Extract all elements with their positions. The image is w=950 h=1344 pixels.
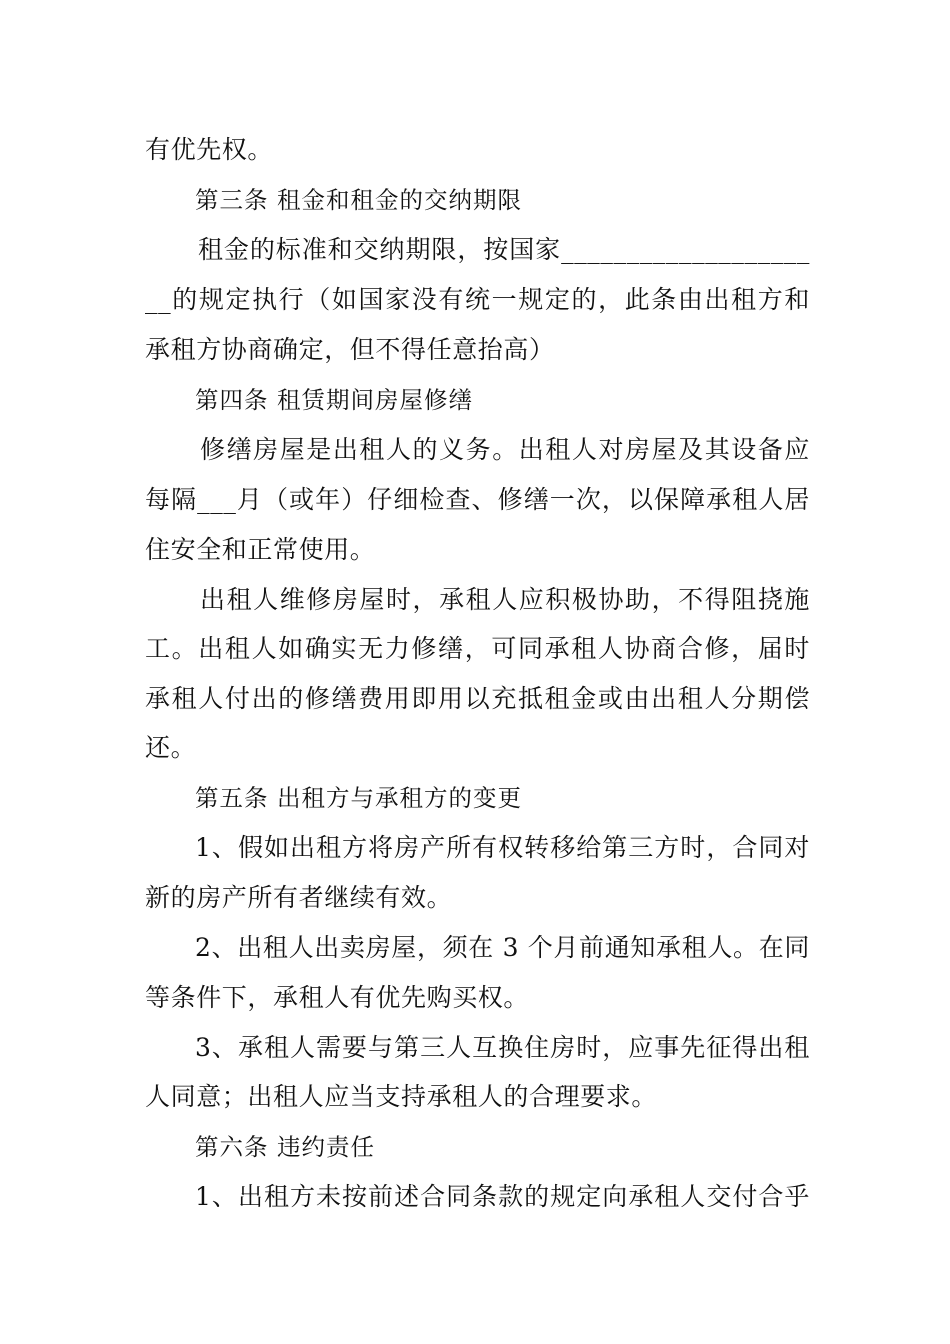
article-heading: 第六条 违约责任 [195, 1133, 375, 1161]
body-text-line: 1、假如出租方将房产所有权转移给第三方时，合同对 [195, 833, 810, 862]
body-text-line: 还。 [145, 733, 197, 762]
body-text-line: __的规定执行（如国家没有统一规定的，此条由出租方和 [145, 285, 810, 314]
body-text-line: 住安全和正常使用。 [145, 535, 376, 564]
body-text-line: 1、出租方未按前述合同条款的规定向承租人交付合乎 [195, 1182, 810, 1211]
body-text-line: 出租人维修房屋时，承租人应积极协助，不得阻挠施 [200, 585, 810, 614]
body-text-line: 租金的标准和交纳期限，按国家___________________ [198, 235, 810, 264]
body-text-line: 人同意；出租人应当支持承租人的合理要求。 [145, 1082, 658, 1111]
body-text-line: 2、出租人出卖房屋，须在 3 个月前通知承租人。在同 [195, 933, 810, 962]
body-text-line: 等条件下，承租人有优先购买权。 [145, 983, 530, 1012]
body-text-line: 新的房产所有者继续有效。 [145, 883, 453, 912]
body-text-line: 修缮房屋是出租人的义务。出租人对房屋及其设备应 [200, 435, 810, 464]
article-heading: 第四条 租赁期间房屋修缮 [195, 386, 473, 414]
body-text-line: 工。出租人如确实无力修缮，可同承租人协商合修，届时 [145, 634, 810, 663]
article-heading: 第五条 出租方与承租方的变更 [195, 784, 522, 812]
body-text-line: 3、承租人需要与第三人互换住房时，应事先征得出租 [195, 1033, 810, 1062]
body-text-line: 承租人付出的修缮费用即用以充抵租金或由出租人分期偿 [145, 684, 810, 713]
body-text-line: 有优先权。 [145, 135, 274, 164]
body-text-line: 每隔___月（或年）仔细检查、修缮一次，以保障承租人居 [145, 485, 810, 514]
article-heading: 第三条 租金和租金的交纳期限 [195, 186, 522, 214]
body-text-line: 承租方协商确定，但不得任意抬高） [145, 335, 555, 364]
